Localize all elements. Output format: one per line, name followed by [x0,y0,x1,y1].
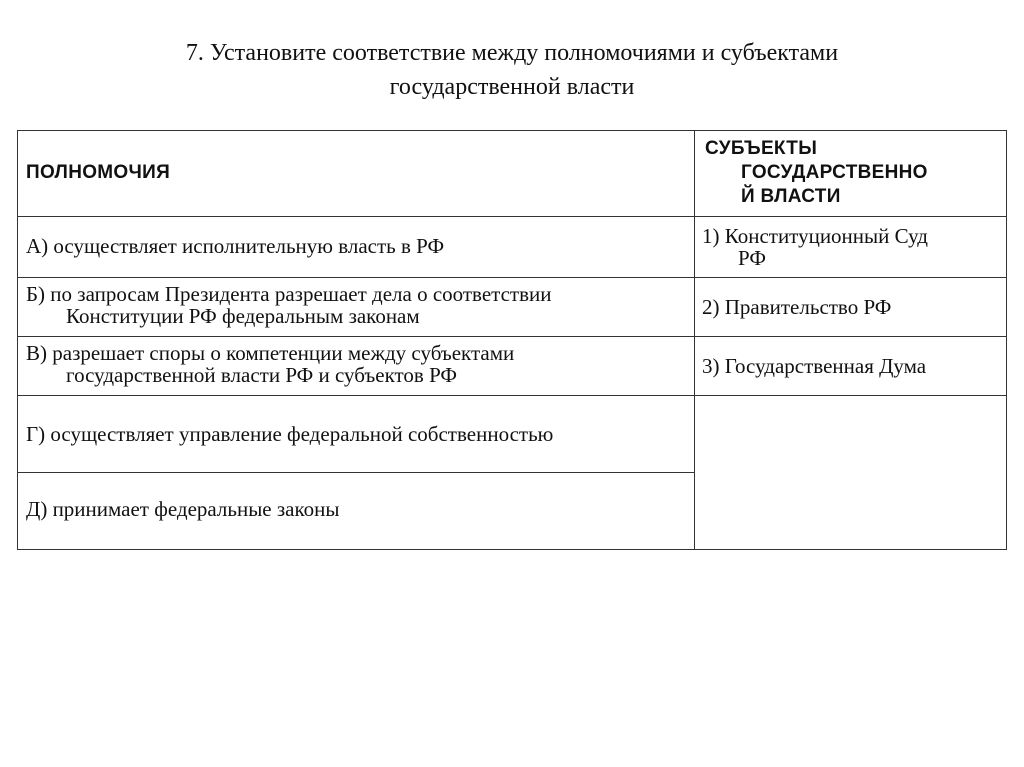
power-item-text: Г) осуществляет управление федеральной собственностью [26,422,554,446]
subject-item-3 [694,355,1006,377]
row-divider [18,472,694,473]
title-line-1: 7. Установите соответствие между полномочиями и субъектами [185,40,839,66]
subject-item-text: 1) Конституционный Суд [702,224,928,248]
row-divider [18,216,694,217]
power-item-d [18,498,694,520]
power-item-continuation: Конституции РФ федеральным законам [66,304,420,328]
subject-item-text: 3) Государственная Дума [702,354,927,378]
subject-item-continuation: РФ [738,246,766,270]
row-divider [18,277,694,278]
slide-title [0,36,1024,104]
power-item-v [18,342,694,386]
header-subjects-line-2: ГОСУДАРСТВЕННО [741,162,928,183]
header-powers-label: ПОЛНОМОЧИЯ [26,162,171,183]
row-divider [18,395,694,396]
power-item-text: В) разрешает споры о компетенции между субъектами [26,341,515,365]
power-item-continuation: государственной власти РФ и субъектов РФ [66,363,458,387]
subject-item-2 [694,296,1006,318]
subject-item-1 [694,225,1006,269]
subject-item-text: 2) Правительство РФ [702,295,892,319]
matching-table [17,130,1007,550]
row-divider [18,336,694,337]
row-divider [694,336,1006,337]
power-item-g [18,423,694,445]
header-subjects-line-1: СУБЪЕКТЫ [705,138,818,159]
row-divider [694,277,1006,278]
header-subjects [694,137,1006,209]
header-powers [18,162,694,184]
row-divider [694,216,1006,217]
row-divider [694,395,1006,396]
header-subjects-line-3: Й ВЛАСТИ [741,186,841,207]
power-item-a [18,235,694,257]
power-item-b [18,283,694,327]
power-item-text: Д) принимает федеральные законы [26,497,340,521]
power-item-text: А) осуществляет исполнительную власть в РФ [26,234,445,258]
title-line-2: государственной власти [389,74,635,100]
power-item-text: Б) по запросам Президента разрешает дела о соответствии [26,282,552,306]
